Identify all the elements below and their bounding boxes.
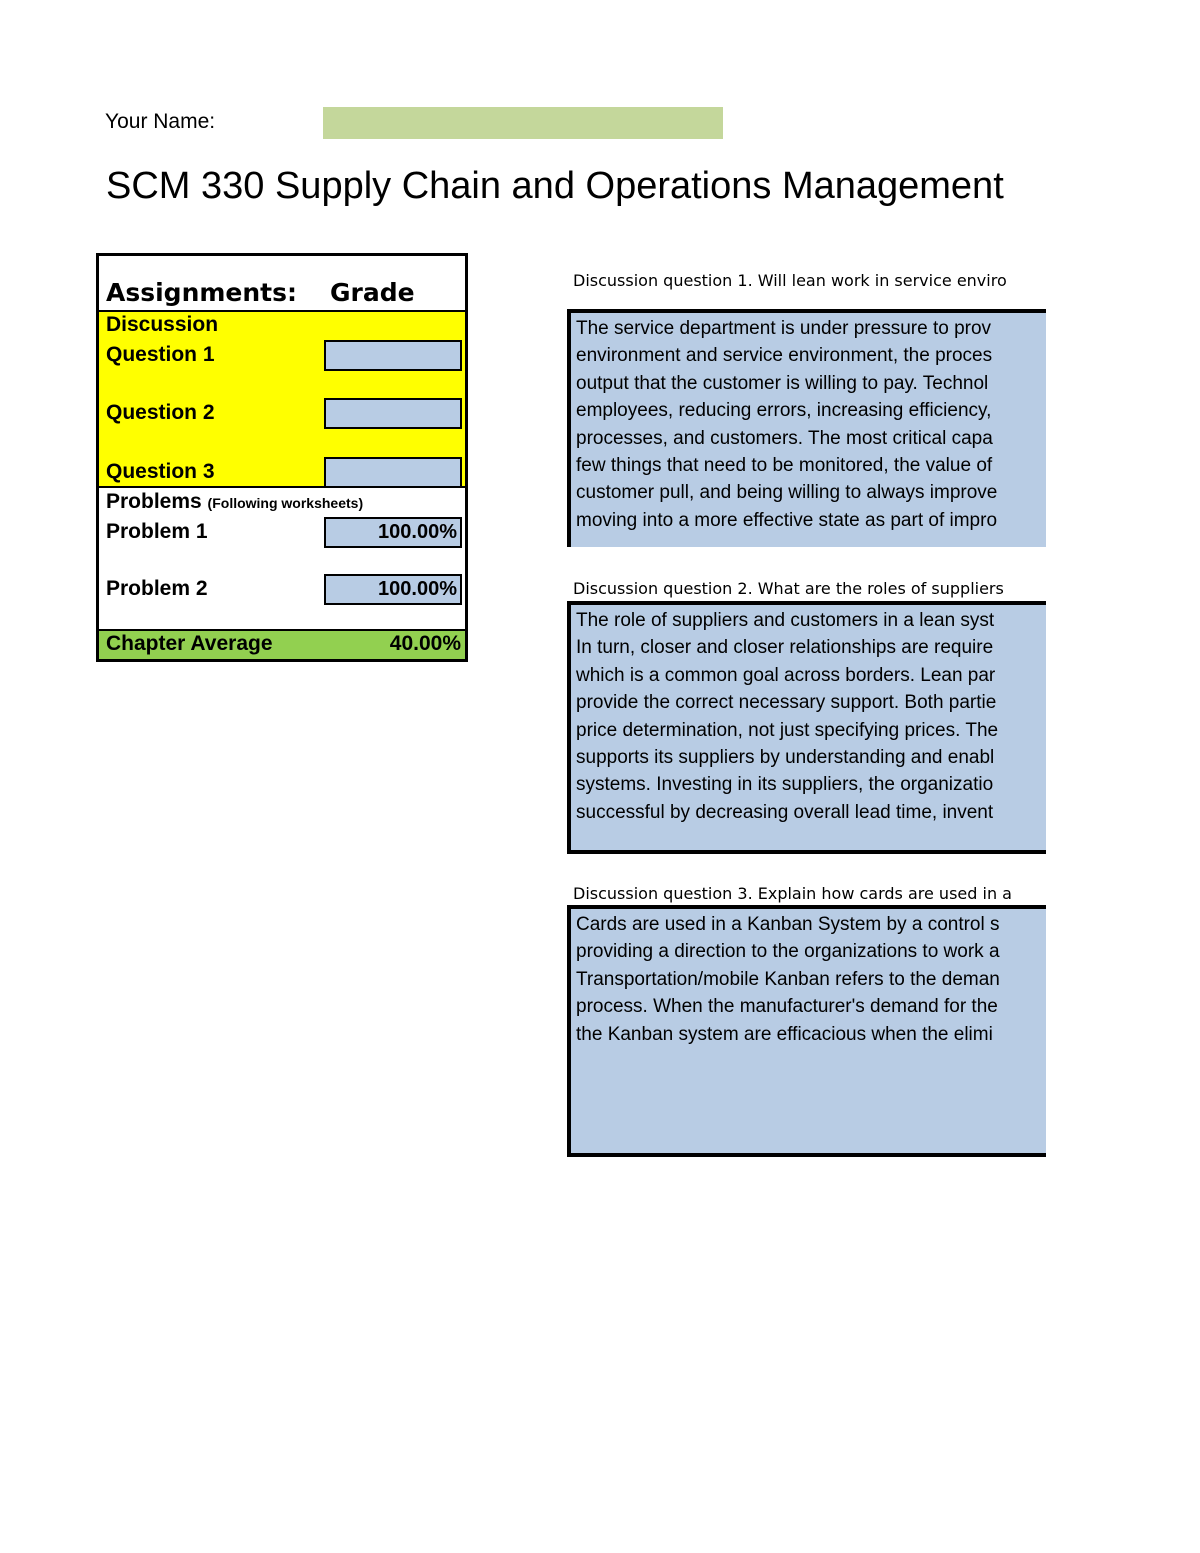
assignments-header: Assignments: [106, 278, 298, 307]
question-3-grade-value [457, 461, 460, 483]
discussion-answer-2[interactable] [567, 601, 1046, 854]
question-1-grade[interactable] [324, 340, 462, 371]
question-2-grade[interactable] [324, 398, 462, 429]
discussion-question-3: Discussion question 3. Explain how cards are used in a [573, 884, 1012, 903]
grade-header: Grade [330, 278, 415, 307]
discussion-answer-1-text: The service department is under pressure to prov environment and service environment, the proces output that the customer is willing to pay. Technol employees, reducing errors, increasing efficiency, processes, and customers. The most critical capa few things that need to be monitored, the value of customer pull, and being willing to always improve moving into a more effective state as part of impro [576, 318, 998, 531]
page-title: SCM 330 Supply Chain and Operations Management [106, 165, 1004, 207]
chapter-average-label: Chapter Average [106, 632, 273, 655]
question-3-grade[interactable] [324, 457, 462, 488]
discussion-label: Discussion [106, 313, 219, 336]
question-3-label: Question 3 [106, 460, 215, 483]
problems-label [106, 490, 363, 514]
discussion-answer-3[interactable] [567, 905, 1046, 1157]
problem-2-grade[interactable] [324, 574, 462, 605]
question-1-label: Question 1 [106, 343, 215, 366]
problem-1-label: Problem 1 [106, 520, 208, 543]
problems-title: Problems [106, 490, 202, 513]
question-1-grade-value [457, 344, 460, 366]
discussion-answer-3-text: Cards are used in a Kanban System by a control s providing a direction to the organizations to work a Transportation/mobile Kanban refers to the deman process. When the manufacturer's demand for the the Kanban system are efficacious when the elimi [576, 914, 1000, 1045]
question-2-grade-value [457, 402, 460, 424]
discussion-question-2: Discussion question 2. What are the roles of suppliers [573, 579, 1004, 598]
grade-table [96, 253, 468, 662]
your-name-label: Your Name: [105, 110, 216, 133]
question-2-label: Question 2 [106, 401, 215, 424]
problem-1-grade-value: 100.00% [378, 521, 457, 543]
problem-2-label: Problem 2 [106, 577, 208, 600]
your-name-field[interactable] [323, 107, 723, 139]
problem-1-grade[interactable] [324, 517, 462, 548]
chapter-average-value: 40.00% [389, 632, 461, 655]
problem-2-grade-value: 100.00% [378, 578, 457, 600]
discussion-answer-2-text: The role of suppliers and customers in a lean syst In turn, closer and closer relationships are require which is a common goal across borders. Lean par provide the correct necessary support. Both partie price determination, not just specifying prices. The supports its suppliers by understanding and enabl systems. Investing in its suppliers, the organizatio successful by decreasing overall lead time, invent [576, 610, 999, 823]
problems-note: (Following worksheets) [207, 495, 364, 511]
discussion-answer-1[interactable] [567, 309, 1046, 547]
discussion-question-1: Discussion question 1. Will lean work in service enviro [573, 271, 1007, 290]
discussion-divider [99, 486, 465, 488]
